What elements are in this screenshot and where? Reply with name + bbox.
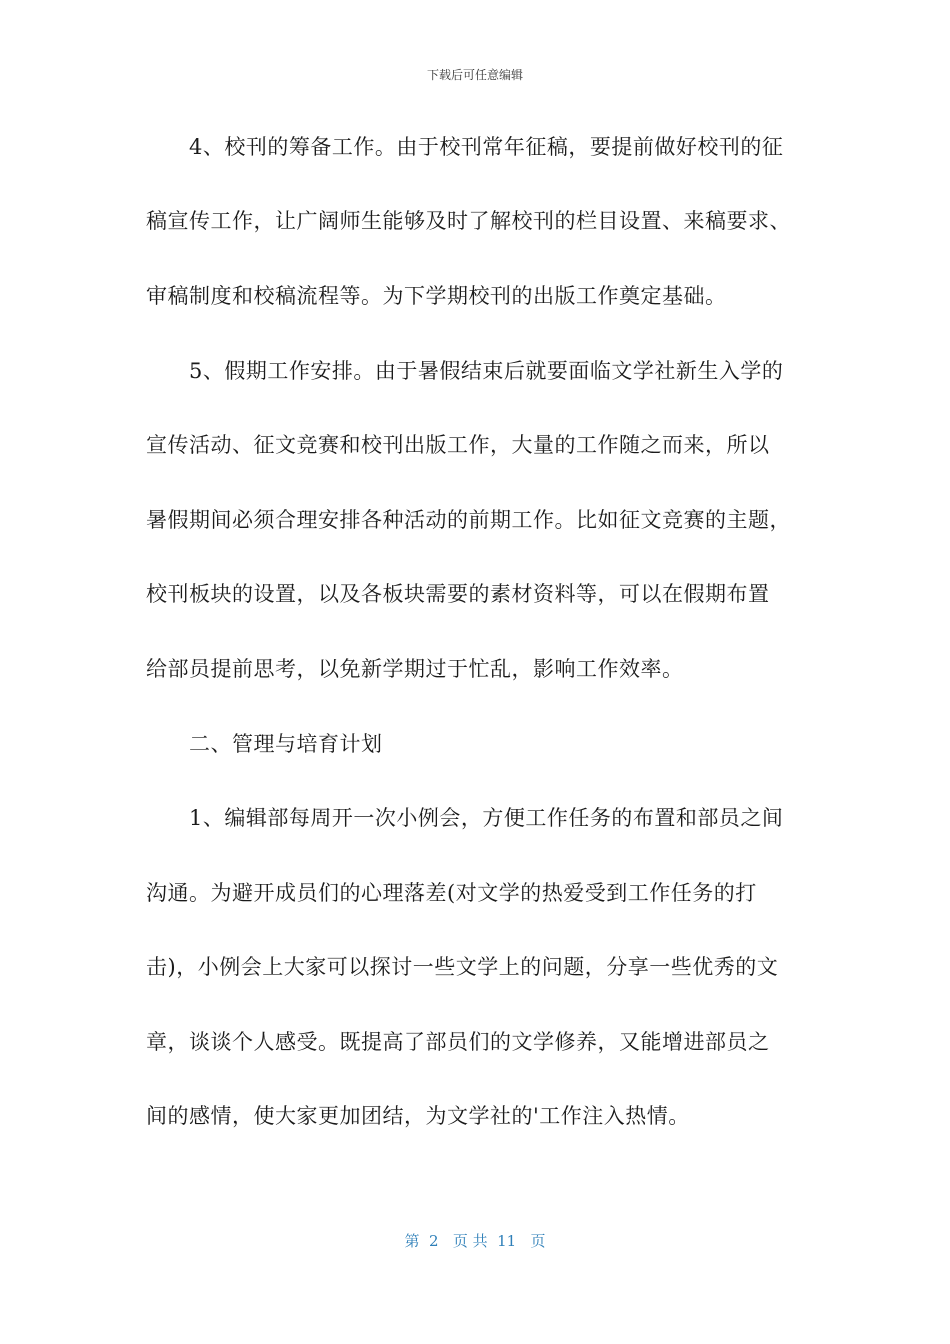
body-line: 1、编辑部每周开一次小例会，方便工作任务的布置和部员之间 [146, 806, 784, 830]
page-number-footer: 第 2 页 共 11 页 [404, 1232, 546, 1250]
body-line: 给部员提前思考，以免新学期过于忙乱，影响工作效率。 [146, 657, 684, 681]
body-line: 沟通。为避开成员们的心理落差(对文学的热爱受到工作任务的打 [146, 881, 757, 905]
section-heading: 二、管理与培育计划 [146, 732, 383, 756]
body-line: 宣传活动、征文竞赛和校刊出版工作，大量的工作随之而来，所以 [146, 433, 770, 457]
body-line: 暑假期间必须合理安排各种活动的前期工作。比如征文竞赛的主题， [146, 508, 791, 532]
body-line: 审稿制度和校稿流程等。为下学期校刊的出版工作奠定基础。 [146, 284, 727, 308]
body-line: 稿宣传工作，让广阔师生能够及时了解校刊的栏目设置、来稿要求、 [146, 209, 791, 233]
body-line: 5、假期工作安排。由于暑假结束后就要面临文学社新生入学的 [146, 359, 784, 383]
body-line: 4、校刊的筹备工作。由于校刊常年征稿，要提前做好校刊的征 [146, 135, 784, 159]
body-line: 间的感情，使大家更加团结，为文学社的'工作注入热情。 [146, 1104, 690, 1128]
body-line: 章，谈谈个人感受。既提高了部员们的文学修养，又能增进部员之 [146, 1030, 770, 1054]
header-note: 下载后可任意编辑 [426, 68, 523, 82]
body-line: 校刊板块的设置，以及各板块需要的素材资料等，可以在假期布置 [146, 582, 770, 606]
body-line: 击)，小例会上大家可以探讨一些文学上的问题，分享一些优秀的文 [146, 955, 779, 979]
